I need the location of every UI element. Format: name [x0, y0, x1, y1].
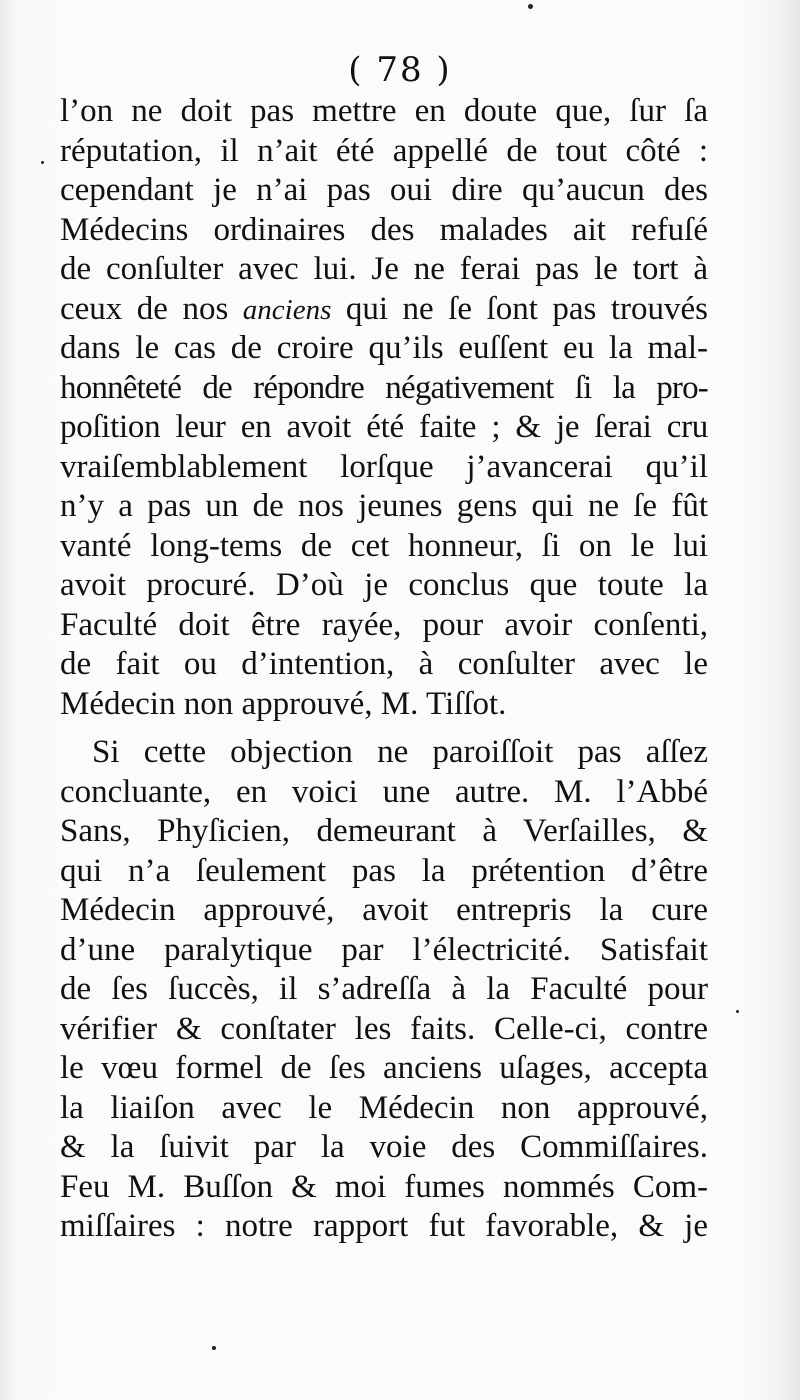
text-line: l’on ne doit pas mettre en doute que, ſur ſa — [60, 93, 708, 129]
ink-speck — [736, 1010, 739, 1013]
text-line: & la ſuivit par la voie des Commiſſaires. — [60, 1129, 708, 1165]
text-line: Médecin non approuvé, M. Tiſſot. — [60, 685, 507, 722]
text-line: cependant je n’ai pas oui dire qu’aucun des — [60, 172, 708, 208]
text-line: Médecins ordinaires des malades ait refuſé — [60, 211, 708, 248]
text-line: concluante, en voici une autre. M. l’Abbé — [60, 773, 708, 810]
ink-speck — [41, 161, 44, 164]
text-body — [60, 92, 708, 1247]
ink-speck — [528, 4, 533, 9]
text-line: miſſaires : notre rapport fut favorable, & je — [60, 1208, 708, 1244]
italic-word: anciens — [242, 293, 332, 326]
text-line: ceux de nos anciens qui ne ſe ſont pas trouvés — [60, 290, 708, 327]
text-line: vérifier & conſtater les faits. Celle-ci, contre — [60, 1010, 708, 1047]
text-line: de fait ou d’intention, à conſulter avec le — [60, 646, 708, 682]
paragraph — [60, 92, 708, 724]
text-line: Sans, Phyſicien, demeurant à Verſailles, & — [60, 813, 708, 849]
text-line: qui n’a ſeulement pas la prétention d’être — [60, 852, 708, 889]
paragraph — [60, 733, 708, 1247]
text-line: dans le cas de croire qu’ils euſſent eu la mal- — [60, 330, 708, 366]
text-line: Si cette objection ne paroiſſoit pas aſſez — [92, 734, 708, 770]
text-line: la liaiſon avec le Médecin non approuvé, — [60, 1089, 708, 1126]
text-line: Médecin approuvé, avoit entrepris la cure — [60, 892, 708, 928]
page-number: ( 78 ) — [348, 50, 452, 90]
text-line: avoit procuré. D’où je conclus que toute la — [60, 567, 708, 603]
text-line: de ſes ſuccès, il s’adreſſa à la Faculté pour — [60, 971, 708, 1007]
ink-speck — [212, 1346, 216, 1350]
text-line: le vœu formel de ſes anciens uſages, accepta — [60, 1050, 708, 1086]
text-line: honnêteté de répondre négativement ſi la pro- — [60, 369, 708, 406]
text-line: poſition leur en avoit été faite ; & je ſerai cru — [60, 409, 708, 445]
text-line: Feu M. Buſſon & moi fumes nommés Com- — [60, 1168, 708, 1205]
text-line: vraiſemblablement lorſque j’avancerai qu’il — [60, 448, 708, 485]
text-line: Faculté doit être rayée, pour avoir conſenti, — [60, 606, 708, 643]
text-line: d’une paralytique par l’électricité. Satisfait — [60, 931, 708, 968]
text-line: n’y a pas un de nos jeunes gens qui ne ſe fût — [60, 488, 708, 524]
text-line: réputation, il n’ait été appellé de tout côté : — [60, 132, 708, 169]
text-line: vanté long-tems de cet honneur, ſi on le lui — [60, 527, 708, 564]
text-line: de conſulter avec lui. Je ne ferai pas le tort à — [60, 251, 708, 287]
